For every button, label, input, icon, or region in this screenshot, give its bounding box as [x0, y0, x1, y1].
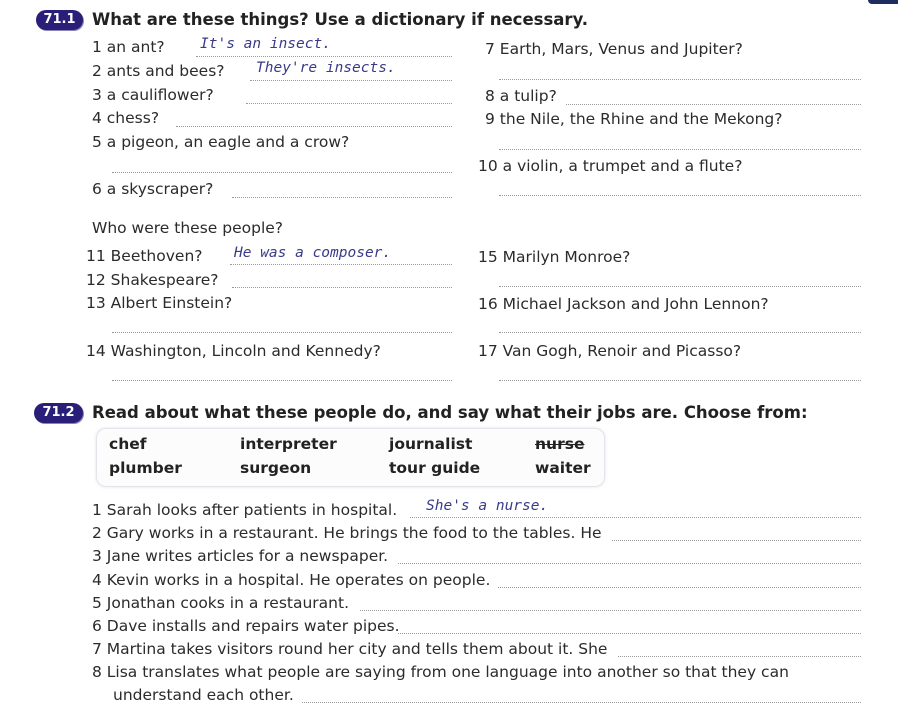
question-10: 10 a violin, a trumpet and a flute? — [478, 157, 743, 175]
answer-line-2[interactable] — [250, 80, 452, 81]
question-7: 7 Earth, Mars, Venus and Jupiter? — [485, 40, 743, 58]
page-corner-mark — [868, 0, 898, 4]
word-interpreter: interpreter — [240, 435, 337, 453]
sentence-8-line-1: 8 Lisa translates what people are saying from one language into another so that they can — [92, 663, 789, 681]
word-box — [96, 428, 605, 487]
sentence-6: 6 Dave installs and repairs water pipes. — [92, 617, 400, 635]
sentence-4: 4 Kevin works in a hospital. He operates on people. — [92, 571, 491, 589]
question-12: 12 Shakespeare? — [86, 271, 219, 289]
answer-line-3[interactable] — [246, 103, 452, 104]
answer-line-s8[interactable] — [302, 702, 861, 703]
word-plumber: plumber — [109, 459, 182, 477]
question-14: 14 Washington, Lincoln and Kennedy? — [86, 342, 381, 360]
exercise-badge-71-2: 71.2 — [34, 403, 83, 423]
word-journalist: journalist — [389, 435, 473, 453]
word-tour-guide: tour guide — [389, 459, 481, 477]
question-2: 2 ants and bees? — [92, 62, 225, 80]
word-chef: chef — [109, 435, 147, 453]
question-16: 16 Michael Jackson and John Lennon? — [478, 295, 769, 313]
answer-11: He was a composer. — [234, 245, 392, 261]
answer-s1: She's a nurse. — [426, 498, 549, 514]
question-17: 17 Van Gogh, Renoir and Picasso? — [478, 342, 742, 360]
sentence-1: 1 Sarah looks after patients in hospital. — [92, 501, 398, 519]
answer-1: It's an insect. — [200, 36, 331, 52]
answer-line-13[interactable] — [112, 332, 452, 333]
sentence-3: 3 Jane writes articles for a newspaper. — [92, 547, 389, 565]
answer-line-15[interactable] — [499, 286, 861, 287]
answer-line-16[interactable] — [499, 332, 861, 333]
answer-line-s3[interactable] — [398, 563, 861, 564]
answer-line-14[interactable] — [112, 380, 452, 381]
answer-line-s1[interactable] — [410, 517, 861, 518]
answer-line-7[interactable] — [499, 79, 861, 80]
answer-line-9[interactable] — [499, 149, 861, 150]
sentence-2: 2 Gary works in a restaurant. He brings the food to the tables. He — [92, 524, 602, 542]
answer-line-s5[interactable] — [360, 610, 861, 611]
answer-line-s2[interactable] — [612, 540, 861, 541]
answer-line-6[interactable] — [232, 197, 452, 198]
question-11: 11 Beethoven? — [86, 247, 203, 265]
answer-line-8[interactable] — [566, 104, 861, 105]
answer-line-s7[interactable] — [618, 656, 861, 657]
word-nurse-crossed: nurse — [535, 435, 585, 453]
answer-line-17[interactable] — [499, 380, 861, 381]
question-6: 6 a skyscraper? — [92, 180, 214, 198]
exercise-badge-71-1: 71.1 — [36, 10, 83, 30]
question-9: 9 the Nile, the Rhine and the Mekong? — [485, 110, 783, 128]
answer-line-12[interactable] — [232, 287, 452, 288]
question-13: 13 Albert Einstein? — [86, 294, 233, 312]
subheading-people: Who were these people? — [92, 219, 284, 237]
answer-line-4[interactable] — [176, 126, 452, 127]
question-5: 5 a pigeon, an eagle and a crow? — [92, 133, 350, 151]
question-15: 15 Marilyn Monroe? — [478, 248, 631, 266]
question-4: 4 chess? — [92, 109, 160, 127]
answer-line-1[interactable] — [196, 56, 452, 57]
question-1: 1 an ant? — [92, 38, 165, 56]
exercise-heading-2: Read about what these people do, and say what their jobs are. Choose from: — [92, 403, 808, 422]
answer-line-s6[interactable] — [398, 633, 861, 634]
answer-line-5[interactable] — [112, 172, 452, 173]
sentence-5: 5 Jonathan cooks in a restaurant. — [92, 594, 350, 612]
answer-line-11[interactable] — [230, 264, 452, 265]
word-surgeon: surgeon — [240, 459, 312, 477]
word-waiter: waiter — [535, 459, 591, 477]
answer-line-10[interactable] — [499, 195, 861, 196]
answer-2: They're insects. — [256, 60, 396, 76]
sentence-7: 7 Martina takes visitors round her city and tells them about it. She — [92, 640, 608, 658]
answer-line-s4[interactable] — [498, 587, 861, 588]
question-8: 8 a tulip? — [485, 87, 557, 105]
question-3: 3 a cauliflower? — [92, 86, 214, 104]
exercise-heading: What are these things? Use a dictionary if necessary. — [92, 10, 589, 29]
sentence-8-line-2: understand each other. — [113, 686, 294, 704]
